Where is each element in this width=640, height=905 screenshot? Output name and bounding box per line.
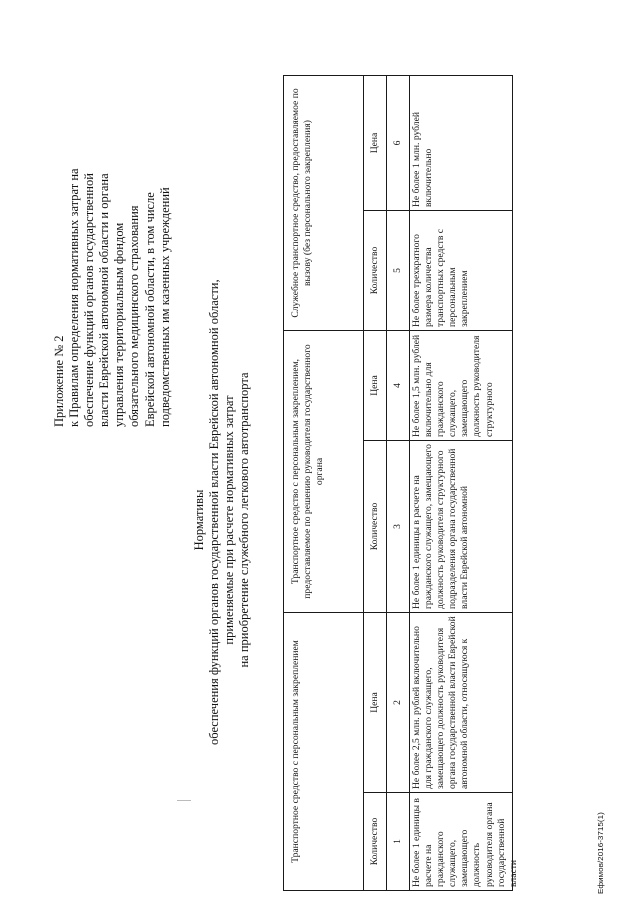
table-cell <box>410 331 513 441</box>
subheader-price: Цена <box>364 76 387 211</box>
column-number: 2 <box>387 613 410 793</box>
margin-mark <box>177 800 191 801</box>
subheader-quantity: Количество <box>364 441 387 613</box>
title-line: Нормативы <box>192 489 206 551</box>
group-header-by-decision: Транспортное средство с персональным закреплением, предоставляемое по решению руководителя государственного органа <box>284 331 364 613</box>
title-line: применяемые при расчете нормативных затрат <box>222 395 236 645</box>
cell-text: Не более трехкратного размера количества транспортных средств с персональным закреплением <box>411 228 471 327</box>
subheader-quantity: Количество <box>364 211 387 331</box>
table-column-numbers-row <box>387 76 410 891</box>
table-cell <box>410 211 513 331</box>
norms-table <box>283 75 519 891</box>
group-header-on-call: Служебное транспортное средство, предоставляемое по вызову (без персонального закрепления) <box>284 76 364 331</box>
document-title <box>192 279 252 745</box>
appendix-line: к Правилам определения нормативных затрат на <box>67 168 82 427</box>
group-header-personal: Транспортное средство с персональным закреплением <box>284 613 364 891</box>
cell-text: Не более 1,5 млн. рублей включительно для гражданского служащего, замещающего должность руководителя структурного <box>411 334 495 437</box>
table-cell <box>410 793 519 891</box>
table-cell <box>410 613 513 793</box>
column-number: 3 <box>387 441 410 613</box>
title-line: обеспечения функций органов государственной власти Еврейской автономной области, <box>207 279 221 745</box>
table-cell <box>410 441 513 613</box>
cell-text: Не более 1 млн. рублей включительно <box>411 112 435 207</box>
table-subheader-row <box>364 76 387 891</box>
table-header-row <box>284 76 364 891</box>
document-code <box>596 812 605 895</box>
title-line: на приобретение служебного легкового автотранспорта <box>237 372 251 668</box>
appendix-line: обеспечение функций органов государственной <box>82 173 97 427</box>
table-cell <box>410 76 513 211</box>
appendix-line: Еврейской автономной области, в том числе <box>142 192 157 427</box>
subheader-price: Цена <box>364 613 387 793</box>
appendix-line: управления территориальным фондом <box>112 222 127 427</box>
subheader-quantity: Количество <box>364 793 387 891</box>
document-code-text: Ефимов/2016-3715(1) <box>596 812 605 895</box>
appendix-line: обязательного медицинского страхования <box>127 205 142 427</box>
table-row <box>410 76 513 891</box>
appendix-heading <box>52 15 173 427</box>
subheader-price: Цена <box>364 331 387 441</box>
column-number: 5 <box>387 211 410 331</box>
column-number: 1 <box>387 793 410 891</box>
cell-text: Не более 1 единицы в расчете на гражданского служащего, замещающего должность руководителя структурного подразделения органа государственной власти Еврейской автономной <box>411 444 471 609</box>
column-number: 4 <box>387 331 410 441</box>
appendix-line: подведомственных им казенных учреждений <box>157 187 172 427</box>
column-number: 6 <box>387 76 410 211</box>
cell-text: Не более 2,5 млн. рублей включительно для гражданского служащего, замещающего должность руководителя органа государственной власти Еврейской автономной области, относящуюся к <box>411 616 471 789</box>
appendix-line: Приложение № 2 <box>52 335 66 427</box>
cell-text: Не более 1 единицы в расчете на гражданского служащего, замещающего должность руководителя органа государственной власти <box>411 798 519 887</box>
appendix-line: власти Еврейской автономной области и органа <box>97 173 112 427</box>
